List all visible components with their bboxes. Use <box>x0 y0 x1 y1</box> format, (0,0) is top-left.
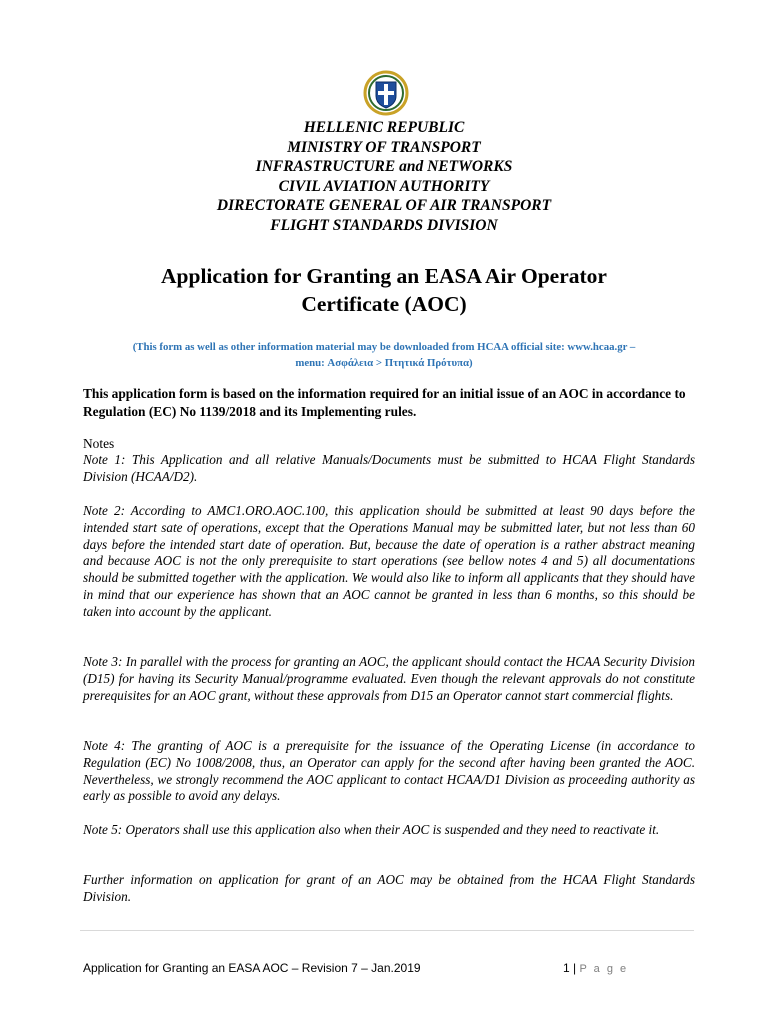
further-information: Further information on application for grant of an AOC may be obtained from the HCAA Flight Standards Division. <box>83 872 695 904</box>
authority-line: FLIGHT STANDARDS DIVISION <box>270 216 498 234</box>
authority-line: HELLENIC REPUBLIC <box>303 119 465 136</box>
footer-page-number <box>563 960 628 977</box>
page-word: P a g e <box>579 963 629 975</box>
title-line: Application for Granting an EASA Air Operator <box>161 264 607 288</box>
authority-line: DIRECTORATE GENERAL OF AIR TRANSPORT <box>216 197 552 214</box>
footer-document-title: Application for Granting an EASA AOC – Revision 7 – Jan.2019 <box>83 961 421 975</box>
note-4: Note 4: The granting of AOC is a prerequisite for the issuance of the Operating License (in accordance to Regulation (EC) No 1008/2008, thus, an Operator can apply for the second after having been granted the AOC. Nevertheless, we strongly recommend the AOC applicant to contact HCAA/D1 Division as proceeding authority as early as possible to avoid any delays. <box>83 738 695 804</box>
download-note-line: menu: Ασφάλεια > Πτητικά Πρότυπα) <box>295 357 473 369</box>
download-note <box>70 339 698 371</box>
notes-heading: Notes <box>83 436 115 451</box>
greek-coat-of-arms-icon <box>363 70 409 116</box>
page-separator: | <box>569 961 580 975</box>
authority-line: MINISTRY OF TRANSPORT <box>287 138 481 156</box>
issuing-authority <box>0 118 768 235</box>
authority-line: INFRASTRUCTURE and NETWORKS <box>255 158 513 175</box>
note-5: Note 5: Operators shall use this application also when their AOC is suspended and they need to reactivate it. <box>83 822 660 837</box>
intro-paragraph: This application form is based on the information required for an initial issue of an AOC in accordance to Regulation (EC) No 1139/2018 and its Implementing rules. <box>83 386 686 419</box>
note-1: Note 1: This Application and all relative Manuals/Documents must be submitted to HCAA Flight Standards Division (HCAA/D2). <box>83 452 695 484</box>
document-title <box>60 262 708 318</box>
note-2: Note 2: According to AMC1.ORO.AOC.100, this application should be submitted at least 90 days before the intended start sate of operations, except that the Operations Manual may be submitted later, but not less than 60 days before the intended start date of operation. But, because the date of operation is a rather abstract meaning and because AOC is not the only prerequisite to start operations (see bellow notes 4 and 5) all documentations should be submitted together with the application. We would also like to inform all applicants that they should have in mind that our experience has shown that an AOC cannot be granted in less than 6 months, so this should be taken into account by the applicant. <box>83 503 695 619</box>
title-line: Certificate (AOC) <box>301 292 467 316</box>
page-number: 1 <box>563 961 570 975</box>
footer-divider <box>80 930 694 931</box>
download-note-line: (This form as well as other information material may be downloaded from HCAA official site: www.hcaa.gr – <box>132 341 636 353</box>
authority-line: CIVIL AVIATION AUTHORITY <box>278 177 490 195</box>
note-3: Note 3: In parallel with the process for granting an AOC, the applicant should contact the HCAA Security Division (D15) for having its Security Manual/programme evaluated. Even though the relevant approvals do not constitute prerequisites for an AOC grant, without these approvals from D15 an Operator cannot start commercial flights. <box>83 654 695 703</box>
